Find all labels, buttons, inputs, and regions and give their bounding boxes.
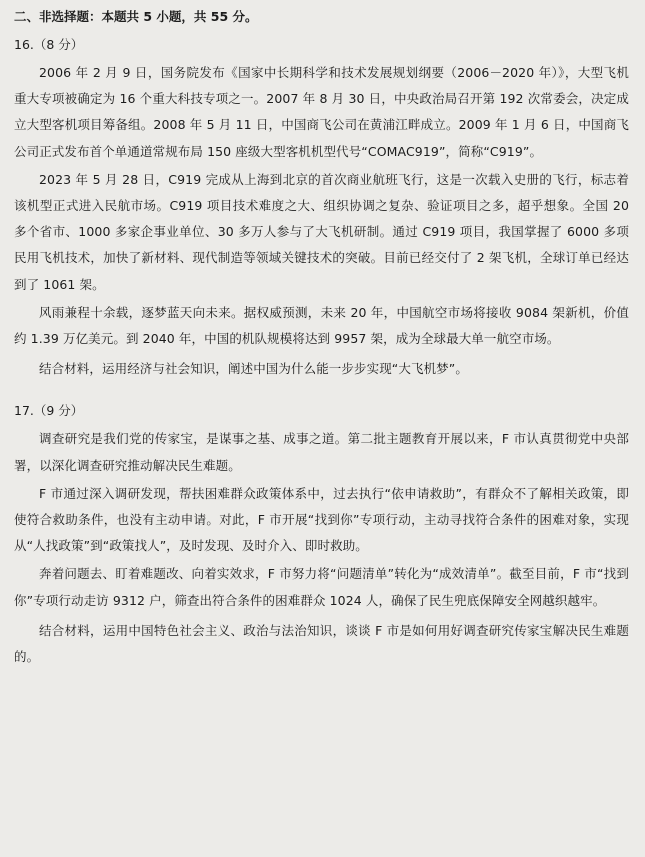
question-17 (14, 402, 629, 670)
question-17-number: 17.（9 分） (14, 403, 84, 419)
question-17-task: 结合材料，运用中国特色社会主义、政治与法治知识，谈谈 F 市是如何用好调查研究传家宝解决民生难题的。 (14, 622, 629, 665)
question-16-task: 结合材料，运用经济与社会知识，阐述中国为什么能一步步实现“大飞机梦”。 (39, 361, 468, 377)
question-17-material-paragraph: 奔着问题去、盯着难题改、向着实效求，F 市努力将“问题清单”转化为“成效清单”。截至目前，F 市“找到你”专项行动走访 9312 户，筛查出符合条件的困难群众 1024 人，确保了民生兜底保障安全网越织越牢。 (14, 566, 629, 608)
question-16-material-paragraph: 风雨兼程十余载，逐梦蓝天向未来。据权威预测，未来 20 年，中国航空市场将接收 9084 架新机，价值约 1.39 万亿美元。到 2040 年，中国的机队规模将达到 9957 架，成为全球最大单一航空市场。 (14, 304, 629, 347)
question-17-material-paragraph: F 市通过深入调研发现，帮扶困难群众政策体系中，过去执行“依申请救助”，有群众不了解相关政策，即使符合救助条件，也没有主动申请。对此，F 市开展“找到你”专项行动，主动寻找符合条件的困难对象，实现从“人找政策”到“政策找人”，及时发现、及时介入、即时救助。 (14, 485, 629, 554)
section-title: 二、非选择题：本题共 5 小题，共 55 分。 (14, 9, 258, 24)
question-17-material-paragraph: 调查研究是我们党的传家宝，是谋事之基、成事之道。第二批主题教育开展以来，F 市认真贯彻党中央部署，以深化调查研究推动解决民生难题。 (14, 431, 629, 473)
question-16-material-paragraph: 2023 年 5 月 28 日，C919 完成从上海到北京的首次商业航班飞行，这是一次载入史册的飞行，标志着该机型正式进入民航市场。C919 项目技术难度之大、组织协调之复杂、验证项目之多，超乎想象。全国 20 多个省市、1000 多家企事业单位、30 多万人参与了大飞机研制。通过 C919 项目，我国掌握了 6000 多项民用飞机技术，加快了新材料、现代制造等领域关键技术的突破。目前已经交付了 2 架飞机，全球订单已经达到了 1061 架。 (14, 171, 629, 292)
question-16 (14, 36, 629, 382)
question-16-material-paragraph: 2006 年 2 月 9 日，国务院发布《国家中长期科学和技术发展规划纲要（2006－2020 年）》，大型飞机重大专项被确定为 16 个重大科技专项之一。2007 年 8 月 30 日，中央政治局召开第 192 次常委会，决定成立大型客机项目筹备组。2008 年 5 月 11 日，中国商飞公司在黄浦江畔成立。2009 年 1 月 6 日，中国商飞公司正式发布首个单通道常规布局 150 座级大型客机机型代号“COMAC919”，简称“C919”。 (14, 65, 629, 159)
question-16-number: 16.（8 分） (14, 37, 84, 52)
